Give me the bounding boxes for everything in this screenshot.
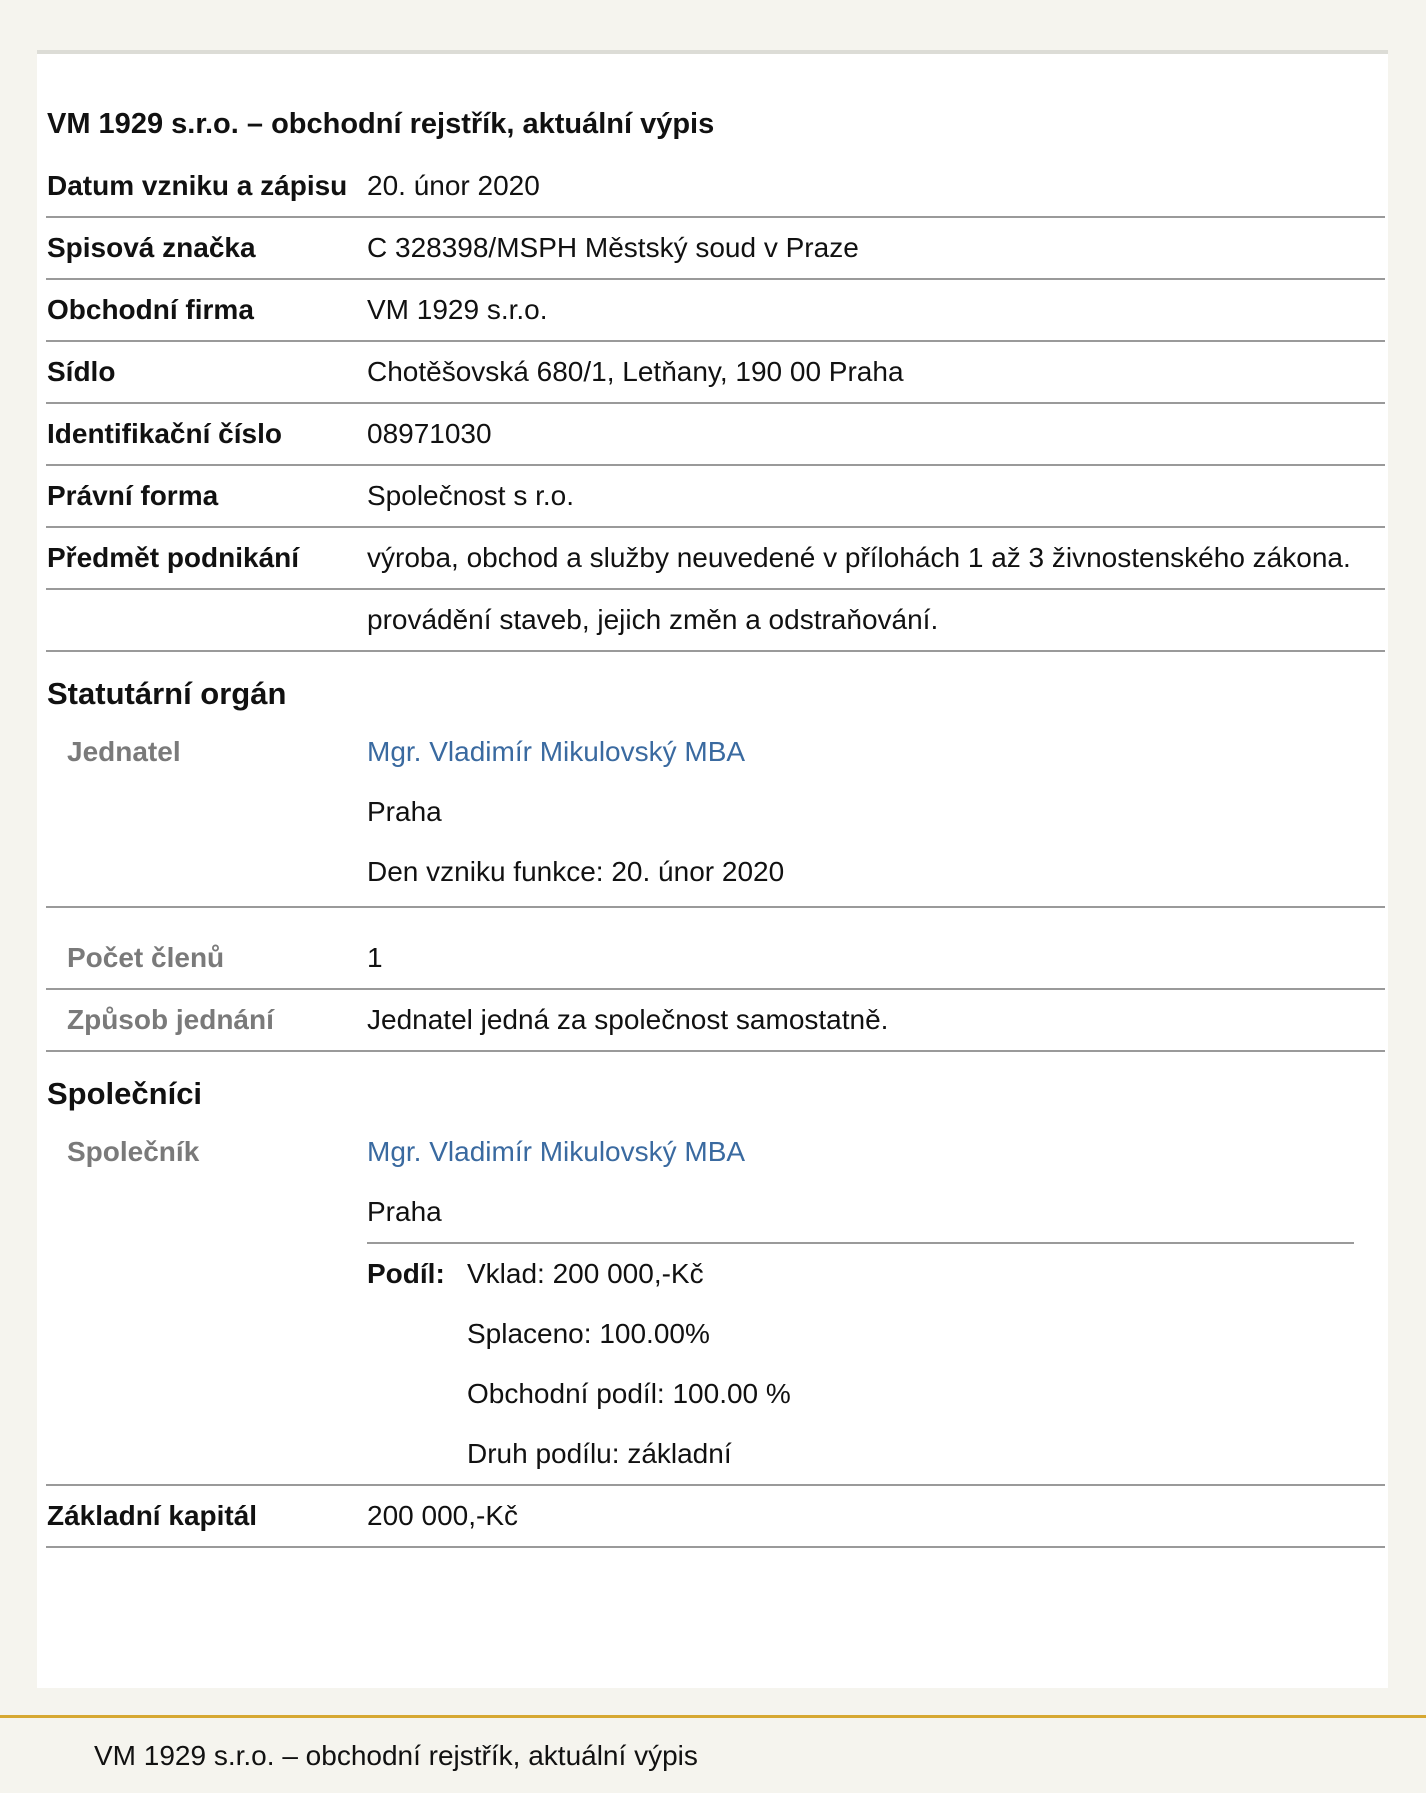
row-zpusob-jednani [46, 990, 1385, 1052]
spolecnik-name-link[interactable]: Mgr. Vladimír Mikulovský MBA [367, 1136, 746, 1167]
value-obchodni-firma: VM 1929 s.r.o. [367, 294, 548, 325]
label-obchodni-firma: Obchodní firma [47, 294, 254, 325]
podil-druh: Druh podílu: základní [467, 1438, 732, 1469]
value-zakladni-kapital: 200 000,-Kč [367, 1500, 518, 1531]
label-empty [46, 590, 367, 650]
spolecnik-city: Praha [367, 1196, 442, 1227]
register-extract-card [37, 50, 1388, 1688]
value-predmet-1: výroba, obchod a služby neuvedené v přílohách 1 až 3 živnostenského zákona. [367, 542, 1351, 573]
value-spisova-znacka: C 328398/MSPH Městský soud v Praze [367, 232, 859, 263]
podil-block [367, 1242, 1354, 1484]
podil-label: Podíl: [367, 1258, 445, 1289]
podil-splaceno: Splaceno: 100.00% [467, 1318, 710, 1349]
podil-vklad: Vklad: 200 000,-Kč [467, 1258, 704, 1289]
label-zakladni-kapital: Základní kapitál [47, 1500, 258, 1531]
row-ico [46, 404, 1385, 466]
section-spolecnici: Společníci [47, 1076, 203, 1111]
row-pocet-clenu [46, 908, 1385, 990]
row-pravni-forma [46, 466, 1385, 528]
row-jednatel [46, 722, 1385, 908]
label-spolecnik: Společník [67, 1136, 200, 1167]
value-ico: 08971030 [367, 418, 492, 449]
podil-obchodni-podil: Obchodní podíl: 100.00 % [467, 1378, 791, 1409]
value-predmet-2: provádění staveb, jejich změn a odstraňování. [367, 604, 939, 635]
jednatel-since: Den vzniku funkce: 20. únor 2020 [367, 856, 785, 887]
value-datum-vzniku: 20. únor 2020 [367, 170, 540, 201]
section-statutarni-organ: Statutární orgán [47, 676, 287, 711]
value-zpusob-jednani: Jednatel jedná za společnost samostatně. [367, 1004, 889, 1035]
value-pocet-clenu: 1 [367, 942, 383, 973]
jednatel-name-link[interactable]: Mgr. Vladimír Mikulovský MBA [367, 736, 746, 767]
podil-details [467, 1244, 791, 1484]
label-sidlo: Sídlo [47, 356, 116, 387]
row-sidlo [46, 342, 1385, 404]
label-ico: Identifikační číslo [47, 418, 282, 449]
register-table [46, 156, 1385, 1548]
label-zpusob-jednani: Způsob jednání [67, 1004, 274, 1035]
value-sidlo: Chotěšovská 680/1, Letňany, 190 00 Praha [367, 356, 904, 387]
row-spisova-znacka [46, 218, 1385, 280]
value-spolecnik [367, 1122, 1385, 1484]
row-datum-vzniku [46, 156, 1385, 218]
document-title: VM 1929 s.r.o. – obchodní rejstřík, aktuální výpis [47, 108, 715, 140]
row-obchodni-firma [46, 280, 1385, 342]
label-pocet-clenu: Počet členů [67, 942, 225, 973]
label-datum-vzniku: Datum vzniku a zápisu [47, 170, 348, 201]
row-predmet-podnikani [46, 528, 1385, 590]
row-zakladni-kapital [46, 1486, 1385, 1548]
value-pravni-forma: Společnost s r.o. [367, 480, 575, 511]
label-predmet-podnikani: Předmět podnikání [47, 542, 300, 573]
footer [0, 1715, 1426, 1793]
footer-title: VM 1929 s.r.o. – obchodní rejstřík, aktuální výpis [94, 1740, 698, 1771]
value-jednatel [367, 722, 1385, 902]
row-predmet-podnikani-2 [46, 590, 1385, 652]
jednatel-city: Praha [367, 796, 442, 827]
row-spolecnik [46, 1122, 1385, 1486]
label-pravni-forma: Právní forma [47, 480, 219, 511]
label-spisova-znacka: Spisová značka [47, 232, 256, 263]
label-jednatel: Jednatel [67, 736, 181, 767]
